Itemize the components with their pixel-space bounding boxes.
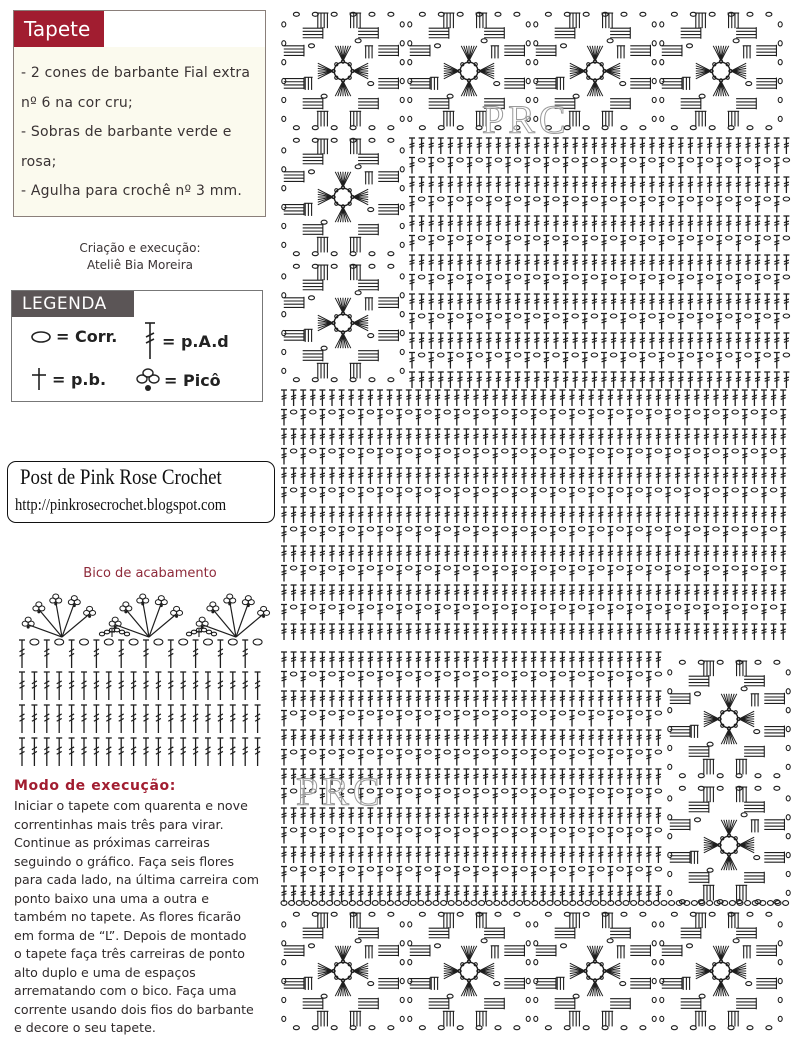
- instructions-line: em forma de “L”. Depois de montado: [14, 927, 247, 943]
- bico-title: Bico de acabamento: [83, 566, 217, 581]
- watermark: PRC: [296, 769, 384, 814]
- instructions-line: também no tapete. As flores ficarão: [14, 909, 241, 924]
- materials-box: [13, 10, 266, 217]
- picot-icon: [136, 367, 160, 393]
- rug-crochet-chart: [278, 6, 792, 1042]
- instructions-line: o tapete faça três carreiras de ponto: [14, 946, 246, 961]
- materials-line: nº 6 na cor cru;: [21, 94, 133, 111]
- instructions-line: Continue as próximas carreiras: [14, 835, 210, 850]
- legend-box: [11, 290, 263, 402]
- legend-label: = p.A.d: [162, 331, 229, 351]
- single-crochet-cross-icon: [30, 367, 48, 391]
- legend-item-picot: [136, 367, 221, 393]
- watermark: PRC: [482, 97, 570, 142]
- double-treble-stitch-icon: [142, 321, 158, 361]
- legend-item-double-treble: [142, 321, 229, 361]
- materials-title: Tapete: [14, 11, 104, 47]
- post-title: Post de Pink Rose Crochet: [20, 464, 222, 489]
- bico-edging-chart: [12, 590, 274, 775]
- post-url[interactable]: http://pinkrosecrochet.blogspot.com: [15, 495, 227, 514]
- instructions-line: correntinhas mais três para virar.: [14, 816, 224, 832]
- instructions-text: [14, 797, 276, 1038]
- credit-author: Ateliê Bia Moreira: [86, 258, 194, 272]
- instructions-line: seguindo o gráfico. Faça seis flores: [14, 853, 235, 869]
- credit: [0, 240, 280, 274]
- instructions-line: para cada lado, na última carreira com: [14, 872, 260, 887]
- instructions-line: alto duplo e uma de espaços: [14, 964, 196, 980]
- instructions-line: Iniciar o tapete com quarenta e nove: [14, 798, 248, 813]
- materials-line: rosa;: [21, 153, 57, 170]
- legend-title: LEGENDA: [12, 291, 134, 317]
- credit-line: Criação e execução:: [79, 241, 201, 255]
- materials-list: [21, 59, 250, 207]
- materials-line: - 2 cones de barbante Fial extra: [21, 65, 251, 81]
- instructions-line: corrente usando dois fios do barbante: [14, 1001, 254, 1017]
- chain-oval-icon: [30, 330, 52, 344]
- legend-item-chain: [30, 327, 117, 346]
- instructions-line: arrematando com o bico. Faça uma: [14, 983, 237, 998]
- legend-item-single-crochet: [30, 367, 106, 391]
- instructions-line: e decore o seu tapete.: [14, 1020, 156, 1035]
- materials-line: - Agulha para crochê nº 3 mm.: [21, 183, 243, 199]
- post-credit-box: [7, 461, 275, 523]
- materials-line: - Sobras de barbante verde e: [21, 124, 232, 140]
- title-strip: [104, 11, 265, 47]
- legend-label: = p.b.: [52, 369, 107, 389]
- instructions-title: Modo de execução:: [14, 778, 176, 794]
- legend-label: = Corr.: [56, 327, 118, 346]
- instructions-line: ponto baixo una uma a outra e: [14, 890, 209, 906]
- legend-label: = Picô: [164, 370, 221, 390]
